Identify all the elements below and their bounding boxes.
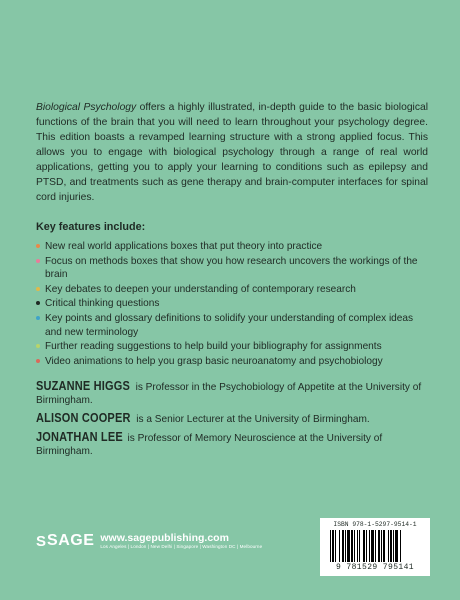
publisher-footer — [36, 532, 262, 550]
sage-s-icon: S — [36, 532, 47, 550]
barcode-bar — [339, 530, 340, 562]
author-bio — [36, 431, 428, 458]
barcode-bar — [381, 530, 382, 562]
barcode-bar — [371, 530, 374, 562]
back-cover-content — [36, 100, 428, 463]
feature-item: New real world applications boxes that put theory into practice — [36, 240, 428, 254]
isbn-barcode — [320, 518, 430, 576]
bullet-icon — [36, 244, 40, 248]
description-paragraph — [36, 100, 428, 205]
author-description: is a Senior Lecturer at the University of Birmingham. — [133, 414, 370, 426]
publisher-url: www.sagepublishing.com — [100, 532, 229, 544]
barcode-bar — [388, 530, 389, 562]
barcode-bar — [366, 530, 367, 562]
feature-item: Focus on methods boxes that show you how research uncovers the workings of the brain — [36, 255, 428, 282]
barcode-bar — [335, 530, 336, 562]
barcode-bar — [354, 530, 355, 562]
sage-wordmark: SAGE — [47, 532, 95, 549]
bullet-icon — [36, 287, 40, 291]
barcode-bar — [351, 530, 353, 562]
author-bio — [36, 380, 428, 407]
key-features-list — [36, 240, 428, 368]
key-features-heading: Key features include: — [36, 221, 146, 233]
barcode-bar — [383, 530, 385, 562]
description-text: offers a highly illustrated, in-depth guide to the basic biological functions of the brain that you will need to learn throughout your psychology degree. This edition boasts a revamped learning structure with a strong applied focus. This allows you to engage with biological psychology through a range of real world applications, getting you to apply your learning to conditions such as epilepsy and PTSD, and treatments such as gene therapy and brain-computer interfaces for spinal cord injuries. — [36, 102, 428, 203]
author-bio — [36, 412, 428, 426]
barcode-bar — [342, 530, 344, 562]
bullet-icon — [36, 316, 40, 320]
barcode-bar — [359, 530, 360, 562]
author-description: is Professor in the Psychobiology of Appetite at the University of Birmingham. — [36, 382, 422, 407]
barcode-bar — [347, 530, 350, 562]
barcode-bar — [363, 530, 365, 562]
barcode-bar — [400, 530, 401, 562]
barcode-icon — [330, 530, 422, 562]
isbn-label: ISBN 978-1-5297-9514-1 — [333, 521, 417, 528]
bullet-icon — [36, 301, 40, 305]
barcode-bar — [390, 530, 392, 562]
barcode-bar — [357, 530, 358, 562]
publisher-info — [100, 532, 262, 550]
bullet-icon — [36, 259, 40, 263]
barcode-bar — [378, 530, 380, 562]
author-description: is Professor of Memory Neuroscience at the University of Birmingham. — [36, 433, 383, 458]
bullet-icon — [36, 344, 40, 348]
barcode-bar — [369, 530, 370, 562]
bullet-icon — [36, 359, 40, 363]
barcode-bar — [393, 530, 394, 562]
author-name: JONATHAN LEE — [36, 430, 123, 445]
author-name: SUZANNE HIGGS — [36, 379, 130, 394]
author-name: ALISON COOPER — [36, 411, 131, 426]
feature-item: Key points and glossary definitions to solidify your understanding of complex ideas and new terminology — [36, 312, 428, 339]
book-title: Biological Psychology — [36, 102, 137, 113]
sage-logo — [36, 532, 94, 550]
feature-item: Further reading suggestions to help build your bibliography for assignments — [36, 340, 428, 354]
feature-item: Video animations to help you grasp basic neuroanatomy and psychobiology — [36, 355, 428, 369]
barcode-bar — [332, 530, 334, 562]
isbn-digits: 9 781529 795141 — [335, 563, 414, 572]
barcode-bar — [375, 530, 376, 562]
feature-item: Key debates to deepen your understanding of contemporary research — [36, 283, 428, 297]
barcode-bar — [395, 530, 398, 562]
author-bios — [36, 380, 428, 458]
feature-item: Critical thinking questions — [36, 297, 428, 311]
barcode-bar — [345, 530, 346, 562]
barcode-bar — [330, 530, 331, 562]
publisher-cities: Los Angeles | London | New Delhi | Singapore | Washington DC | Melbourne — [100, 544, 263, 549]
